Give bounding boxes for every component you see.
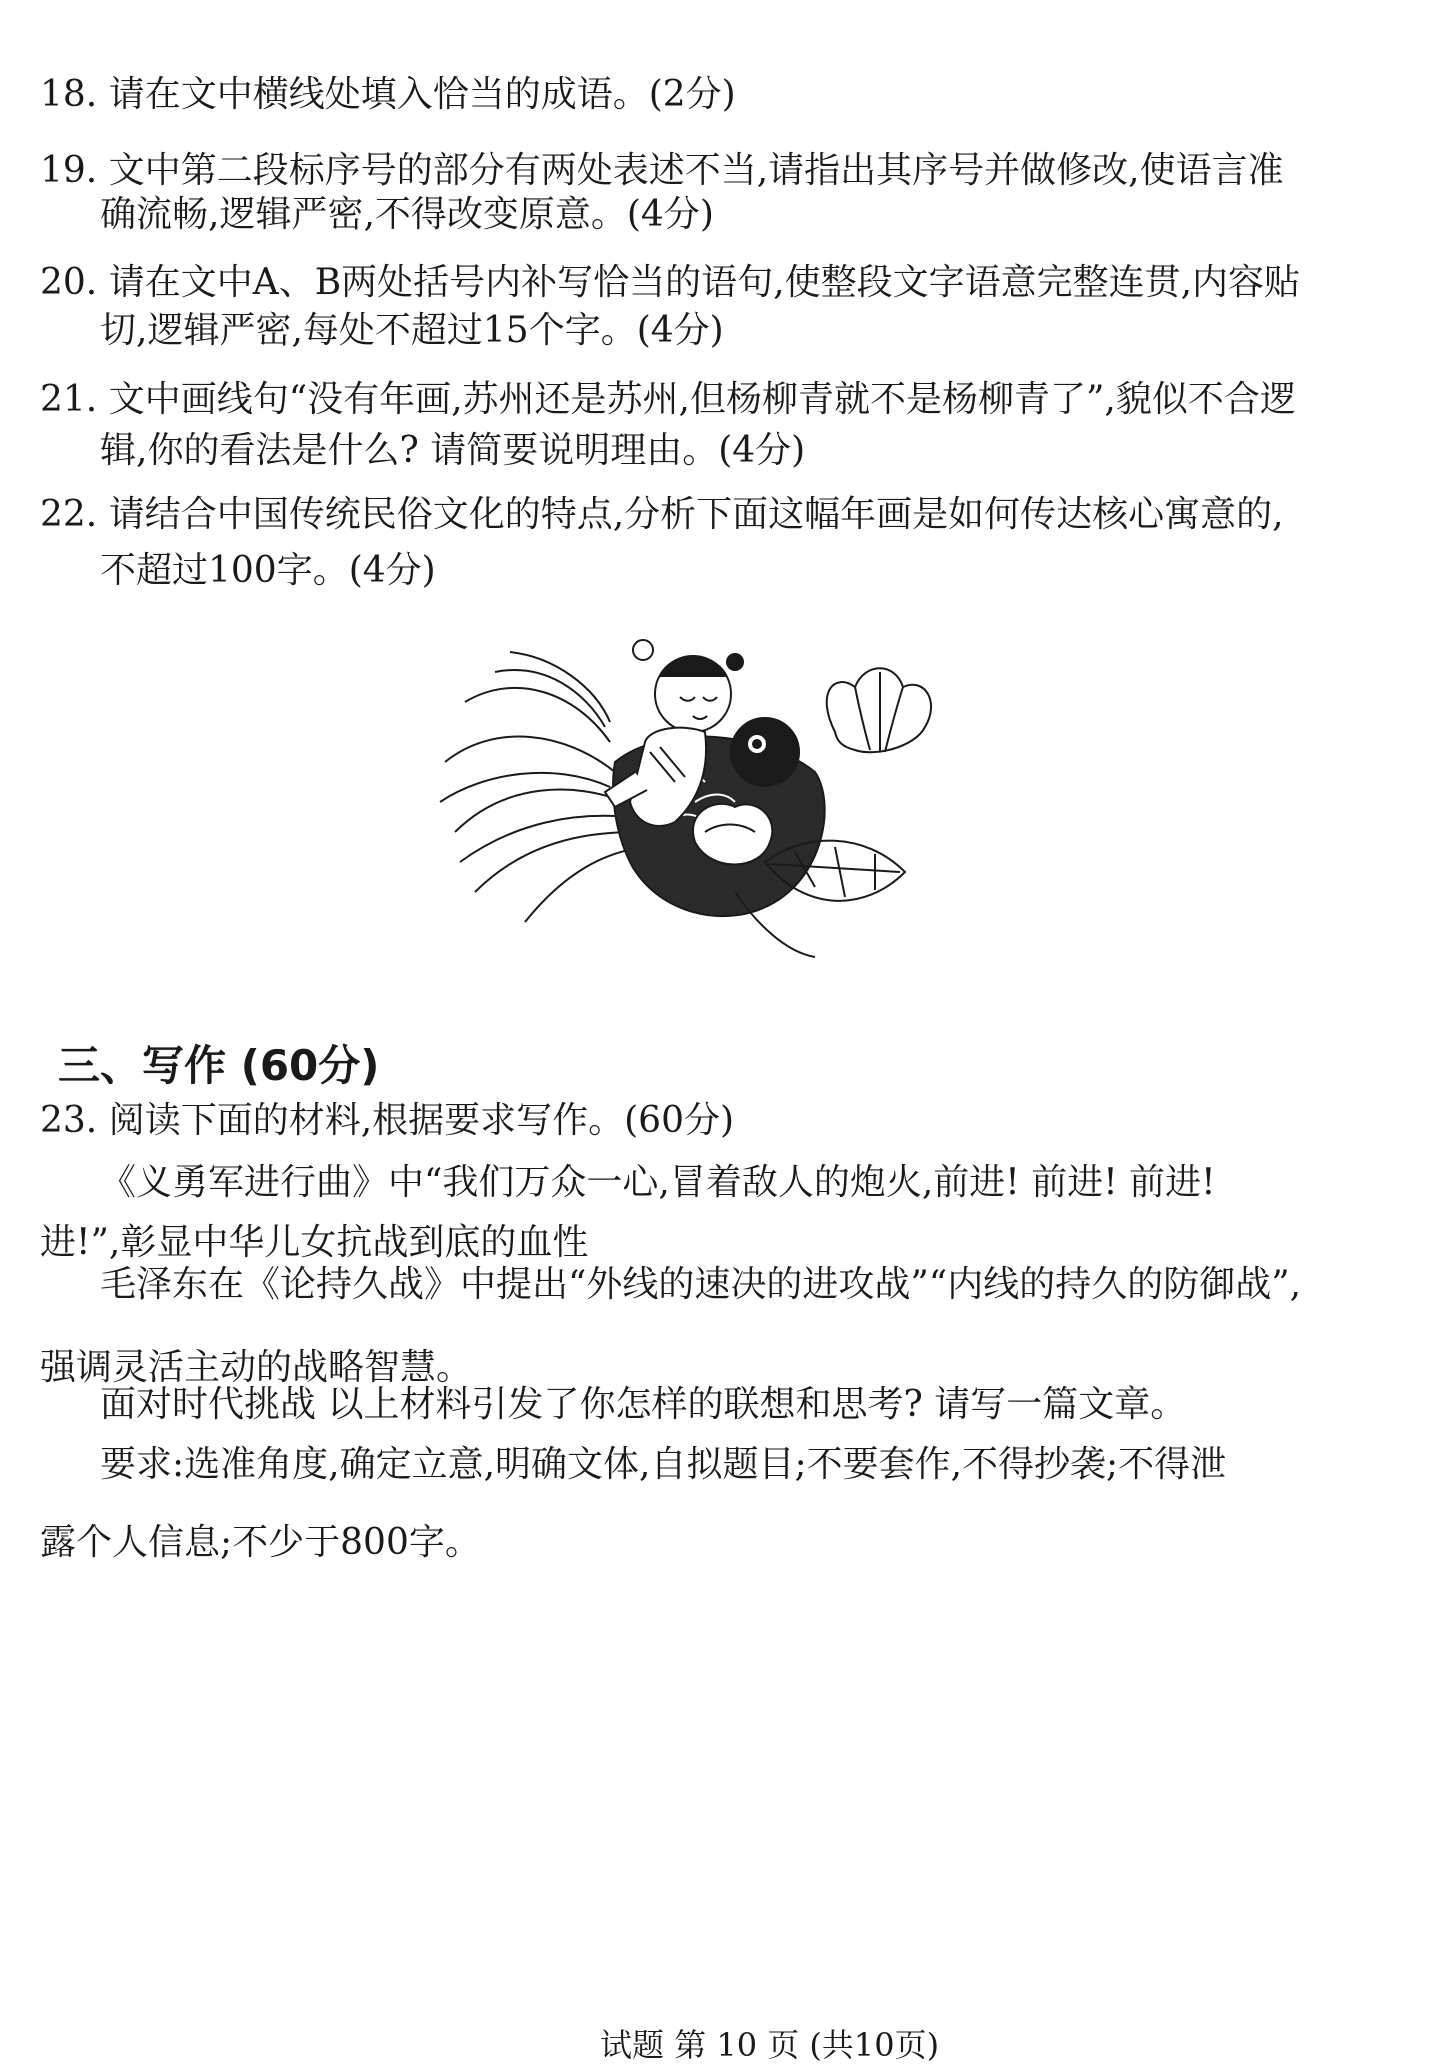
question-21-line-2: 辑,你的看法是什么? 请简要说明理由。(4分) xyxy=(100,430,806,471)
question-23: 23. 阅读下面的材料,根据要求写作。(60分) xyxy=(40,1100,735,1141)
material-paragraph-1-line-1: 《义勇军进行曲》中“我们万众一心,冒着敌人的炮火,前进! 前进! 前进! xyxy=(100,1162,1216,1203)
material-paragraph-2-line-1: 毛泽东在《论持久战》中提出“外线的速决的进攻战”“内线的持久的防御战”, xyxy=(100,1264,1302,1305)
question-19-line-2: 确流畅,逻辑严密,不得改变原意。(4分) xyxy=(100,194,714,235)
requirements-line-1: 要求:选准角度,确定立意,明确文体,自拟题目;不要套作,不得抄袭;不得泄 xyxy=(100,1444,1227,1485)
requirements-line-2: 露个人信息;不少于800字。 xyxy=(40,1522,481,1563)
question-18: 18. 请在文中横线处填入恰当的成语。(2分) xyxy=(40,74,736,115)
question-22-line-1: 22. 请结合中国传统民俗文化的特点,分析下面这幅年画是如何传达核心寓意的, xyxy=(40,494,1284,535)
section-heading-writing: 三、写作 (60分) xyxy=(58,1041,380,1090)
question-22-line-2: 不超过100字。(4分) xyxy=(100,550,436,591)
new-year-painting-child-carp-lotus-icon xyxy=(435,632,980,962)
material-paragraph-3: 面对时代挑战 以上材料引发了你怎样的联想和思考? 请写一篇文章。 xyxy=(100,1384,1187,1425)
page-footer: 试题 第 10 页 (共10页) xyxy=(600,2026,940,2064)
material-paragraph-2-line-2: 强调灵活主动的战略智慧。 xyxy=(40,1347,473,1388)
question-21-line-1: 21. 文中画线句“没有年画,苏州还是苏州,但杨柳青就不是杨柳青了”,貌似不合逻 xyxy=(40,379,1296,420)
question-20-line-2: 切,逻辑严密,每处不超过15个字。(4分) xyxy=(100,310,724,351)
question-19-line-1: 19. 文中第二段标序号的部分有两处表述不当,请指出其序号并做修改,使语言准 xyxy=(40,150,1284,191)
question-20-line-1: 20. 请在文中A、B两处括号内补写恰当的语句,使整段文字语意完整连贯,内容贴 xyxy=(40,262,1301,303)
material-paragraph-1-line-2: 进!”,彰显中华儿女抗战到底的血性 xyxy=(40,1222,589,1263)
